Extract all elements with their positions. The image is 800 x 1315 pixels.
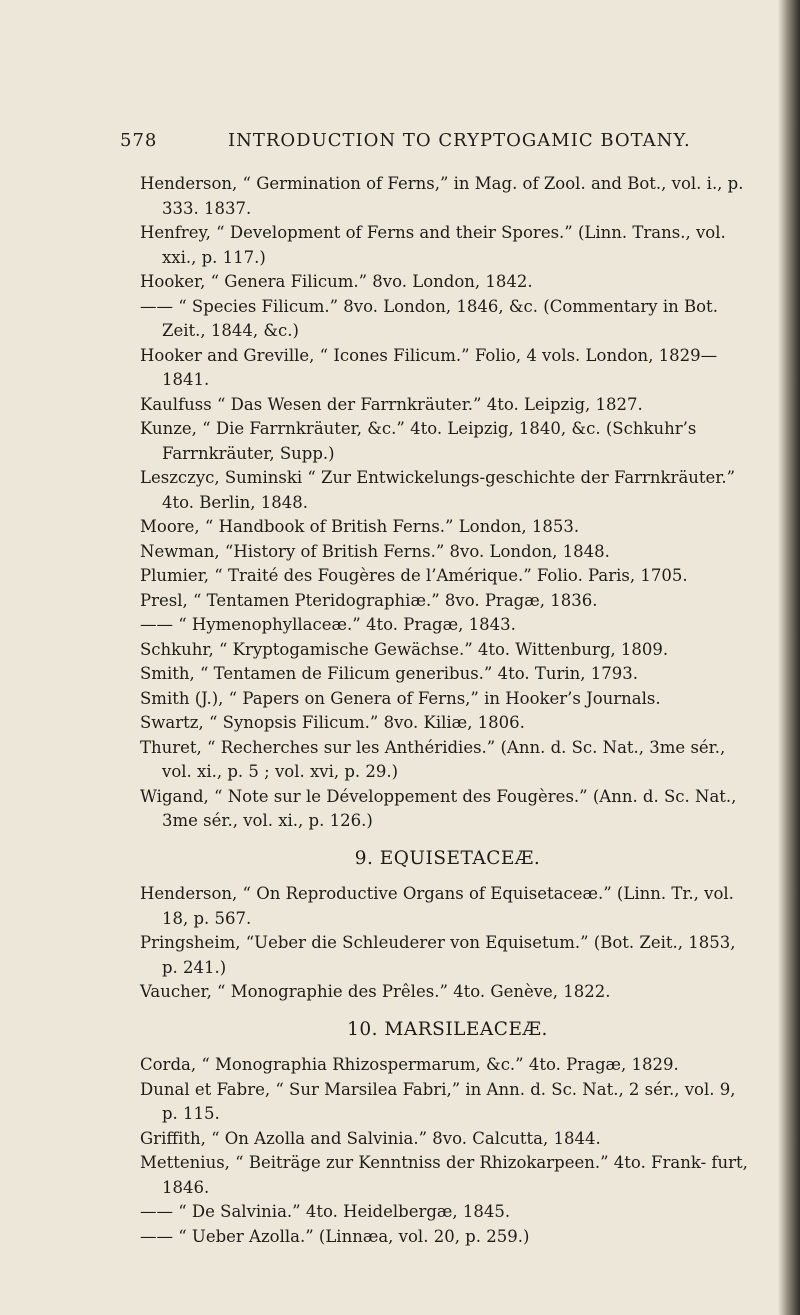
- entry-thuret: Thuret, “ Recherches sur les Anthéridies.” (Ann. d. Sc. Nat., 3me sér., vol. xi., p. 5 ; vol. xvi, p. 29.): [140, 737, 726, 781]
- entry-griffith: Griffith, “ On Azolla and Salvinia.” 8vo. Calcutta, 1844.: [140, 1128, 601, 1148]
- entry-henderson-germination: Henderson, “ Germination of Ferns,” in Mag. of Zool. and Bot., vol. i., p. 333. 1837.: [140, 174, 744, 218]
- entry-schkuhr: Schkuhr, “ Kryptogamische Gewächse.” 4to. Wittenburg, 1809.: [140, 639, 669, 659]
- entry-mettenius-salvinia: —— “ De Salvinia.” 4to. Heidelbergæ, 1845.: [140, 1202, 511, 1221]
- page-number: 578: [120, 130, 158, 151]
- section-title-marsileaceae: 10. MARSILEACEÆ.: [347, 1018, 548, 1040]
- entry-pringsheim: Pringsheim, “Ueber die Schleuderer von Equisetum.” (Bot. Zeit., 1853, p. 241.): [140, 933, 736, 977]
- entry-smith-j: Smith (J.), “ Papers on Genera of Ferns,” in Hooker’s Journals.: [140, 688, 661, 708]
- entry-henderson-reproductive: Henderson, “ On Reproductive Organs of Equisetaceæ.” (Linn. Tr., vol. 18, p. 567.: [140, 884, 734, 928]
- entry-vaucher: Vaucher, “ Monographie des Prêles.” 4to. Genève, 1822.: [140, 982, 611, 1001]
- section-equisetaceae: [140, 847, 755, 1005]
- entry-presl-tentamen: Presl, “ Tentamen Pteridographiæ.” 8vo. Pragæ, 1836.: [140, 590, 598, 610]
- entry-dunal-fabre: Dunal et Fabre, “ Sur Marsilea Fabri,” in Ann. d. Sc. Nat., 2 sér., vol. 9, p. 115.: [140, 1079, 736, 1123]
- entry-wigand: Wigand, “ Note sur le Développement des Fougères.” (Ann. d. Sc. Nat., 3me sér., vol. xi., p. 126.): [140, 786, 737, 830]
- entry-plumier: Plumier, “ Traité des Fougères de l’Amérique.” Folio. Paris, 1705.: [140, 566, 688, 585]
- entry-henfrey: Henfrey, “ Development of Ferns and their Spores.” (Linn. Trans., vol. xxi., p. 117.): [140, 223, 726, 267]
- section-title-equisetaceae: 9. EQUISETACEÆ.: [354, 847, 541, 869]
- entry-hooker-greville: Hooker and Greville, “ Icones Filicum.” Folio, 4 vols. London, 1829— 1841.: [140, 345, 718, 389]
- entry-presl-hymenophyllaceae: —— “ Hymenophyllaceæ.” 4to. Pragæ, 1843.: [140, 615, 516, 634]
- entry-kaulfuss: Kaulfuss “ Das Wesen der Farrnkräuter.” 4to. Leipzig, 1827.: [140, 394, 643, 414]
- entry-corda: Corda, “ Monographia Rhizospermarum, &c.” 4to. Pragæ, 1829.: [140, 1055, 679, 1074]
- entry-swartz: Swartz, “ Synopsis Filicum.” 8vo. Kiliæ, 1806.: [140, 713, 525, 732]
- entry-mettenius-azolla: —— “ Ueber Azolla.” (Linnæa, vol. 20, p. 259.): [140, 1226, 530, 1246]
- entry-mettenius-beitraege: Mettenius, “ Beiträge zur Kenntniss der Rhizokarpeen.” 4to. Frank- furt, 1846.: [140, 1153, 748, 1197]
- page-header: [120, 130, 740, 158]
- page-edge-shadow: [778, 0, 800, 1315]
- entry-moore: Moore, “ Handbook of British Ferns.” London, 1853.: [140, 517, 580, 536]
- bibliography: [140, 172, 755, 1249]
- entry-kunze: Kunze, “ Die Farrnkräuter, &c.” 4to. Leipzig, 1840, &c. (Schkuhr’s Farrnkräuter, Supp.): [140, 419, 697, 463]
- running-title: INTRODUCTION TO CRYPTOGAMIC BOTANY.: [228, 130, 691, 151]
- entry-hooker-species: —— “ Species Filicum.” 8vo. London, 1846, &c. (Commentary in Bot. Zeit., 1844, &c.): [140, 296, 718, 340]
- section-ferns: [140, 172, 755, 834]
- entry-leszczyc: Leszczyc, Suminski “ Zur Entwickelungs-geschichte der Farrnkräuter.” 4to. Berlin, 1848.: [140, 468, 736, 512]
- entry-smith: Smith, “ Tentamen de Filicum generibus.” 4to. Turin, 1793.: [140, 664, 639, 683]
- section-marsileaceae: [140, 1018, 755, 1250]
- entry-hooker-genera: Hooker, “ Genera Filicum.” 8vo. London, 1842.: [140, 272, 533, 291]
- entry-newman: Newman, “History of British Ferns.” 8vo. London, 1848.: [140, 541, 610, 561]
